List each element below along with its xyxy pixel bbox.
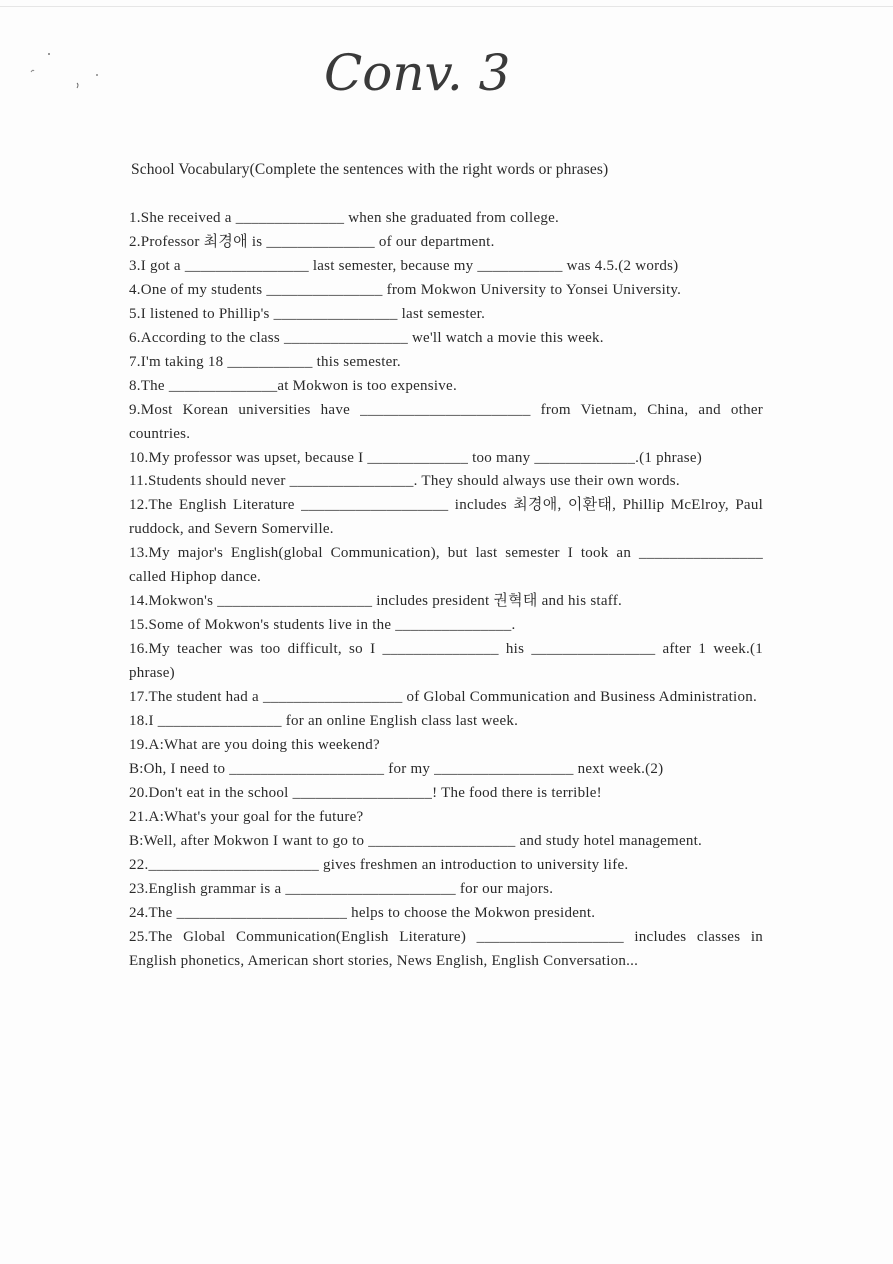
exercise-item-21a: 21.A:What's your goal for the future? [129,808,364,825]
exercise-item-23: 23.English grammar is a ______________________ for our majors. [129,880,554,897]
exercise-item-8: 8.The ______________at Mokwon is too expensive. [129,377,457,394]
exercise-item-15: 15.Some of Mokwon's students live in the _______________. [129,617,516,634]
exercise-list [129,207,763,974]
handwritten-title [322,32,522,112]
exercise-item-5: 5.I listened to Phillip's ________________ last semester. [129,305,486,322]
exercise-item-4: 4.One of my students _______________ from Mokwon University to Yonsei University. [129,281,682,298]
exercise-item-3: 3.I got a ________________ last semester, because my ___________ was 4.5.(2 words) [129,257,679,274]
handwritten-title-text: Conv. 3 [324,44,511,102]
exercise-item-1: 1.She received a ______________ when she graduated from college. [129,210,560,226]
scan-edge-line [0,6,893,7]
exercise-item-20: 20.Don't eat in the school __________________! The food there is terrible! [129,784,602,801]
exercise-item-21b: B:Well, after Mokwon I want to go to ___________________ and study hotel management. [129,832,703,849]
exercise-item-7: 7.I'm taking 18 ___________ this semester. [129,353,401,370]
exercise-item-9: 9.Most Korean universities have ______________________ from Vietnam, China, and other countries. [129,401,763,442]
exercise-item-25: 25.The Global Communication(English Literature) ___________________ includes classes in English phonetics, American short stories, News English, English Conversation... [129,928,763,969]
exercise-item-10: 10.My professor was upset, because I _____________ too many _____________.(1 phrase) [129,449,702,466]
exercise-item-19a: 19.A:What are you doing this weekend? [129,736,380,753]
exercise-item-19b: B:Oh, I need to ____________________ for my __________________ next week.(2) [129,760,664,777]
exercise-item-13: 13.My major's English(global Communication), but last semester I took an ________________ called Hiphop dance. [129,545,763,586]
exercise-item-12: 12.The English Literature ___________________ includes 최경애, 이환태, Phillip McElroy, Paul ruddock, and Severn Somerville. [129,497,763,538]
exercise-item-24: 24.The ______________________ helps to choose the Mokwon president. [129,904,596,921]
scan-specks [25,45,115,95]
exercise-item-16: 16.My teacher was too difficult, so I _______________ his ________________ after 1 week.(1 phrase) [129,641,763,682]
exercise-item-18: 18.I ________________ for an online English class last week. [129,713,519,730]
exercise-item-17: 17.The student had a __________________ of Global Communication and Business Administration. [129,689,757,706]
worksheet-title: School Vocabulary(Complete the sentences with the right words or phrases) [131,161,609,178]
exercise-item-22: 22.______________________ gives freshmen an introduction to university life. [129,856,629,873]
exercise-item-2: 2.Professor 최경애 is ______________ of our department. [129,233,495,250]
exercise-item-14: 14.Mokwon's ____________________ includes president 권혁태 and his staff. [129,593,622,610]
exercise-item-6: 6.According to the class ________________ we'll watch a movie this week. [129,329,604,346]
exercise-item-11: 11.Students should never ________________. They should always use their own words. [129,473,680,490]
